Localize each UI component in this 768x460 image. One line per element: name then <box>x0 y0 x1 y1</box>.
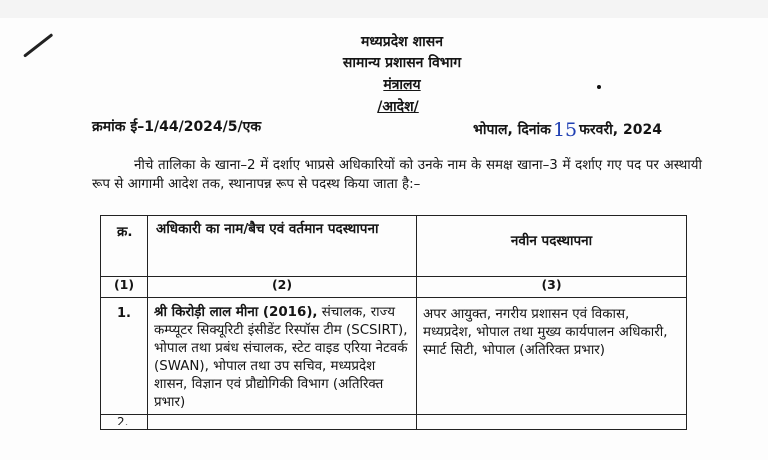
order-number: क्रमांक ई–1/44/2024/5/एक <box>92 119 262 135</box>
new-posting-cell: अपर आयुक्त, नगरीय प्रशासन एवं विकास, मध्यप्रदेश, भोपाल तथा मुख्य कार्यपालन अधिकारी, स्मार्ट सिटी, भोपाल (अतिरिक्त प्रभार) <box>417 298 687 415</box>
handwritten-day: 15 <box>552 119 578 141</box>
header-department: सामान्य प्रशासन विभाग <box>342 55 462 71</box>
table-row <box>101 415 687 430</box>
intro-paragraph <box>92 156 702 194</box>
new-posting-cell <box>417 415 687 430</box>
row-serial: 2. <box>117 415 129 425</box>
column-number-row <box>101 277 687 298</box>
column-number: (1) <box>101 277 148 298</box>
officer-cell <box>148 298 417 415</box>
month-year: फरवरी, 2024 <box>579 122 662 138</box>
header-ministry: मंत्रालय <box>383 77 421 93</box>
posting-table <box>100 215 687 430</box>
current-posting: संचालक, राज्य कम्प्यूटर सिक्यूरिटी इंसीडेंट रिस्पॉस टीम (SCSIRT), भोपाल तथा प्रबंध संचालक, स्टेट वाइड एरिया नेटवर्क (SWAN), भोपाल तथा उप सचिव, मध्यप्रदेश शासन, विज्ञान एवं प्रौद्योगिकी विभाग (अतिरिक्त प्रभार) <box>154 305 408 410</box>
row-serial: 1. <box>101 298 148 415</box>
row-serial-cell <box>101 415 148 430</box>
officer-name: श्री किरोड़ी लाल मीना (2016), <box>154 305 318 320</box>
header-serial: क्र. <box>101 216 148 277</box>
header-government: मध्यप्रदेश शासन <box>361 34 443 50</box>
column-number: (2) <box>148 277 417 298</box>
intro-text: नीचे तालिका के खाना–2 में दर्शाए भाप्रसे अधिकारियों को उनके नाम के समक्ष खाना–3 में दर्शाए गए पद पर अस्थायी रूप से आगामी आदेश तक, स्थानापन्न रूप से पदस्थ किया जाता है:– <box>92 158 702 192</box>
table-header-row <box>101 216 687 277</box>
header-new-posting: नवीन पदस्थापना <box>417 216 687 277</box>
column-number: (3) <box>417 277 687 298</box>
table-row <box>101 298 687 415</box>
place-date-prefix: भोपाल, दिनांक <box>473 122 551 138</box>
scan-edge <box>0 0 768 18</box>
place-date <box>473 119 662 141</box>
officer-cell <box>148 415 417 430</box>
header-order: /आदेश/ <box>377 99 419 115</box>
header-officer: अधिकारी का नाम/बैच एवं वर्तमान पदस्थापना <box>148 216 417 277</box>
